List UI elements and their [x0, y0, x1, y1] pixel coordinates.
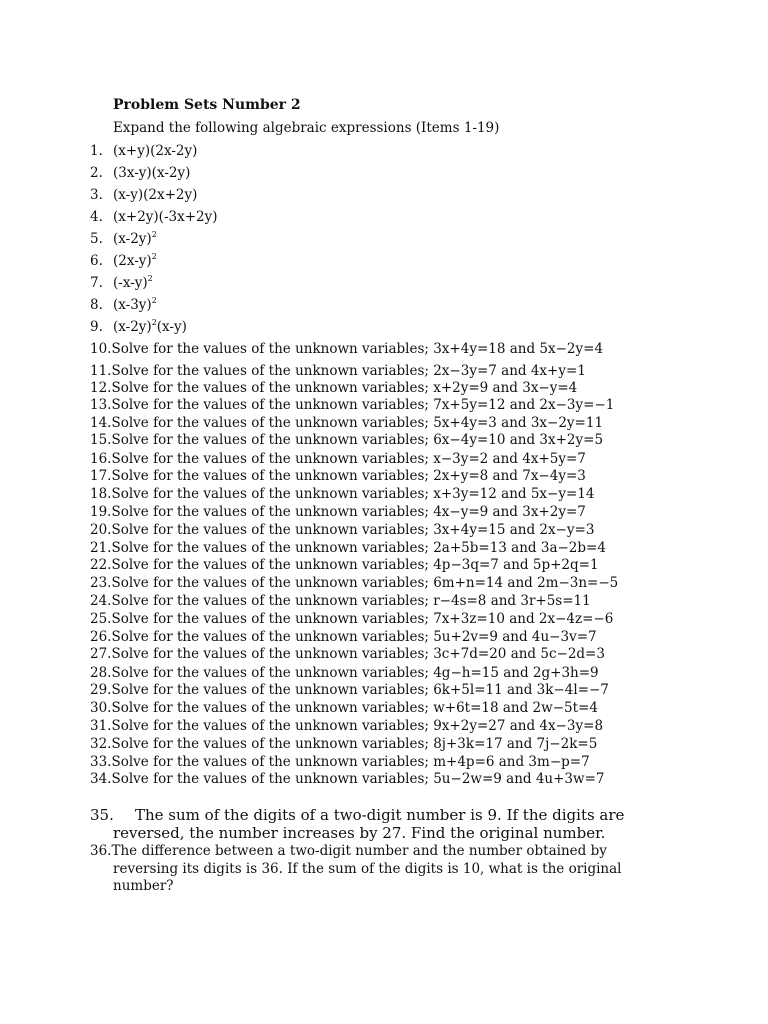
- item-number: 12.: [90, 380, 112, 396]
- list-item: [90, 736, 597, 752]
- item-number: 33.: [90, 754, 112, 770]
- item-number: 3.: [90, 187, 103, 203]
- item-number: 1.: [90, 143, 103, 159]
- list-item: [90, 540, 606, 556]
- problem-text-line: The sum of the digits of a two-digit number is 9. If the digits are: [135, 806, 625, 824]
- list-item: [90, 629, 597, 645]
- list-item: [90, 665, 599, 681]
- item-number: 32.: [90, 736, 112, 752]
- list-item: [90, 231, 157, 247]
- list-item: [90, 468, 586, 484]
- list-item: [90, 646, 605, 662]
- item-expression: (3x-y)(x-2y): [113, 165, 191, 181]
- item-number: 2.: [90, 165, 103, 181]
- exponent: 2: [151, 252, 157, 261]
- list-item: [90, 593, 591, 609]
- list-item: [90, 397, 614, 413]
- list-item: [90, 319, 187, 335]
- list-item: [90, 253, 157, 269]
- item-text: Solve for the values of the unknown variables;: [111, 700, 434, 716]
- item-text: Solve for the values of the unknown variables;: [111, 363, 434, 379]
- item-equations: 9x+2y=27 and 4x−3y=8: [433, 718, 604, 734]
- item-number: 9.: [90, 319, 103, 335]
- item-text: Solve for the values of the unknown variables;: [111, 486, 434, 502]
- item-number: 17.: [90, 468, 112, 484]
- list-item: [90, 143, 197, 159]
- item-text: Solve for the values of the unknown variables;: [111, 629, 434, 645]
- item-number: 21.: [90, 540, 112, 556]
- item-text: Solve for the values of the unknown variables;: [111, 575, 434, 591]
- item-equations: 3c+7d=20 and 5c−2d=3: [433, 646, 605, 662]
- item-text: Solve for the values of the unknown variables;: [111, 432, 434, 448]
- item-expression: (x-2y): [113, 231, 152, 247]
- list-item: [90, 432, 603, 448]
- list-item: [90, 611, 613, 627]
- item-number: 13.: [90, 397, 112, 413]
- item-text: Solve for the values of the unknown variables;: [111, 718, 434, 734]
- exponent: 2: [147, 274, 153, 283]
- item-expression: (x-3y): [113, 297, 152, 313]
- item-expression-tail: (x-y): [156, 319, 187, 335]
- list-item: [90, 363, 586, 379]
- item-equations: 6k+5l=11 and 3k−4l=−7: [433, 682, 609, 698]
- item-equations: 5x+4y=3 and 3x−2y=11: [433, 415, 604, 431]
- item-equations: 6x−4y=10 and 3x+2y=5: [433, 432, 604, 448]
- list-item: [90, 682, 609, 698]
- item-number: 14.: [90, 415, 112, 431]
- item-equations: 3x+4y=15 and 2x−y=3: [433, 522, 595, 538]
- item-number: 4.: [90, 209, 103, 225]
- item-text: Solve for the values of the unknown variables;: [111, 341, 434, 357]
- item-equations: 8j+3k=17 and 7j−2k=5: [433, 736, 598, 752]
- exponent: 2: [151, 296, 157, 305]
- problem-text-line: reversed, the number increases by 27. Find the original number.: [113, 824, 606, 842]
- list-item: [90, 771, 604, 787]
- list-item: [90, 575, 618, 591]
- list-item: [90, 415, 603, 431]
- item-equations: 2x+y=8 and 7x−4y=3: [433, 468, 586, 484]
- item-number: 35.: [90, 806, 114, 824]
- item-equations: m+4p=6 and 3m−p=7: [433, 754, 590, 770]
- item-equations: r−4s=8 and 3r+5s=11: [433, 593, 591, 609]
- list-item: [90, 275, 153, 291]
- list-item: [90, 486, 594, 502]
- exponent: 2: [151, 318, 157, 327]
- problem-text-line: The difference between a two-digit number and the number obtained by: [111, 843, 607, 859]
- list-item: [90, 522, 594, 538]
- item-number: 16.: [90, 451, 112, 467]
- item-equations: 2a+5b=13 and 3a−2b=4: [433, 540, 606, 556]
- item-text: Solve for the values of the unknown variables;: [111, 540, 434, 556]
- list-item: [90, 754, 590, 770]
- item-number: 34.: [90, 771, 112, 787]
- item-equations: x+3y=12 and 5x−y=14: [433, 486, 595, 502]
- page-title: Problem Sets Number 2: [113, 97, 301, 113]
- item-text: Solve for the values of the unknown variables;: [111, 611, 434, 627]
- item-equations: 5u−2w=9 and 4u+3w=7: [433, 771, 605, 787]
- item-number: 11.: [90, 363, 112, 379]
- item-equations: w+6t=18 and 2w−5t=4: [433, 700, 598, 716]
- item-number: 10.: [90, 341, 112, 357]
- item-number: 20.: [90, 522, 112, 538]
- list-item: [90, 341, 603, 357]
- item-text: Solve for the values of the unknown variables;: [111, 682, 434, 698]
- list-item: [90, 297, 157, 313]
- item-number: 29.: [90, 682, 112, 698]
- item-equations: 2x−3y=7 and 4x+y=1: [433, 363, 586, 379]
- list-item: [90, 451, 586, 467]
- item-number: 26.: [90, 629, 112, 645]
- item-number: 7.: [90, 275, 103, 291]
- item-equations: 4x−y=9 and 3x+2y=7: [433, 504, 586, 520]
- item-number: 5.: [90, 231, 103, 247]
- item-text: Solve for the values of the unknown variables;: [111, 504, 434, 520]
- item-text: Solve for the values of the unknown variables;: [111, 380, 434, 396]
- item-number: 27.: [90, 646, 112, 662]
- item-number: 15.: [90, 432, 112, 448]
- item-number: 23.: [90, 575, 112, 591]
- list-item: [90, 504, 586, 520]
- item-number: 18.: [90, 486, 112, 502]
- item-expression: (2x-y): [113, 253, 152, 269]
- instructions: Expand the following algebraic expressions (Items 1-19): [113, 120, 500, 136]
- exponent: 2: [151, 230, 157, 239]
- item-equations: 7x+5y=12 and 2x−3y=−1: [433, 397, 615, 413]
- item-text: Solve for the values of the unknown variables;: [111, 415, 434, 431]
- item-number: 6.: [90, 253, 103, 269]
- item-text: Solve for the values of the unknown variables;: [111, 665, 434, 681]
- item-number: 24.: [90, 593, 112, 609]
- item-number: 30.: [90, 700, 112, 716]
- item-number: 36.: [90, 843, 112, 859]
- item-text: Solve for the values of the unknown variables;: [111, 451, 434, 467]
- item-number: 28.: [90, 665, 112, 681]
- item-number: 25.: [90, 611, 112, 627]
- item-equations: 3x+4y=18 and 5x−2y=4: [433, 341, 604, 357]
- problem-text-line: reversing its digits is 36. If the sum of the digits is 10, what is the original: [113, 860, 622, 877]
- list-item: [90, 209, 218, 225]
- item-number: 22.: [90, 557, 112, 573]
- item-expression: (-x-y): [113, 275, 148, 291]
- item-number: 31.: [90, 718, 112, 734]
- item-text: Solve for the values of the unknown variables;: [111, 771, 434, 787]
- item-text: Solve for the values of the unknown variables;: [111, 468, 434, 484]
- item-number: 8.: [90, 297, 103, 313]
- item-equations: 7x+3z=10 and 2x−4z=−6: [433, 611, 614, 627]
- item-text: Solve for the values of the unknown variables;: [111, 646, 434, 662]
- list-item: [90, 380, 577, 396]
- item-equations: 4p−3q=7 and 5p+2q=1: [433, 557, 599, 573]
- item-text: Solve for the values of the unknown variables;: [111, 754, 434, 770]
- item-equations: 5u+2v=9 and 4u−3v=7: [433, 629, 597, 645]
- item-expression: (x-2y): [113, 319, 152, 335]
- item-text: Solve for the values of the unknown variables;: [111, 593, 434, 609]
- list-item: [90, 557, 599, 573]
- problem-text-line: number?: [113, 878, 174, 894]
- item-text: Solve for the values of the unknown variables;: [111, 522, 434, 538]
- item-equations: 6m+n=14 and 2m−3n=−5: [433, 575, 619, 591]
- item-equations: 4g−h=15 and 2g+3h=9: [433, 665, 599, 681]
- list-item-word-problem: [90, 806, 650, 842]
- list-item: [90, 165, 190, 181]
- item-equations: x+2y=9 and 3x−y=4: [433, 380, 578, 396]
- list-item-word-problem: [90, 843, 650, 896]
- item-expression: (x+y)(2x-2y): [113, 143, 198, 159]
- item-text: Solve for the values of the unknown variables;: [111, 736, 434, 752]
- list-item: [90, 700, 598, 716]
- list-item: [90, 718, 603, 734]
- item-expression: (x-y)(2x+2y): [113, 187, 198, 203]
- item-expression: (x+2y)(-3x+2y): [113, 209, 218, 225]
- item-text: Solve for the values of the unknown variables;: [111, 397, 434, 413]
- item-number: 19.: [90, 504, 112, 520]
- item-equations: x−3y=2 and 4x+5y=7: [433, 451, 586, 467]
- item-text: Solve for the values of the unknown variables;: [111, 557, 434, 573]
- list-item: [90, 187, 197, 203]
